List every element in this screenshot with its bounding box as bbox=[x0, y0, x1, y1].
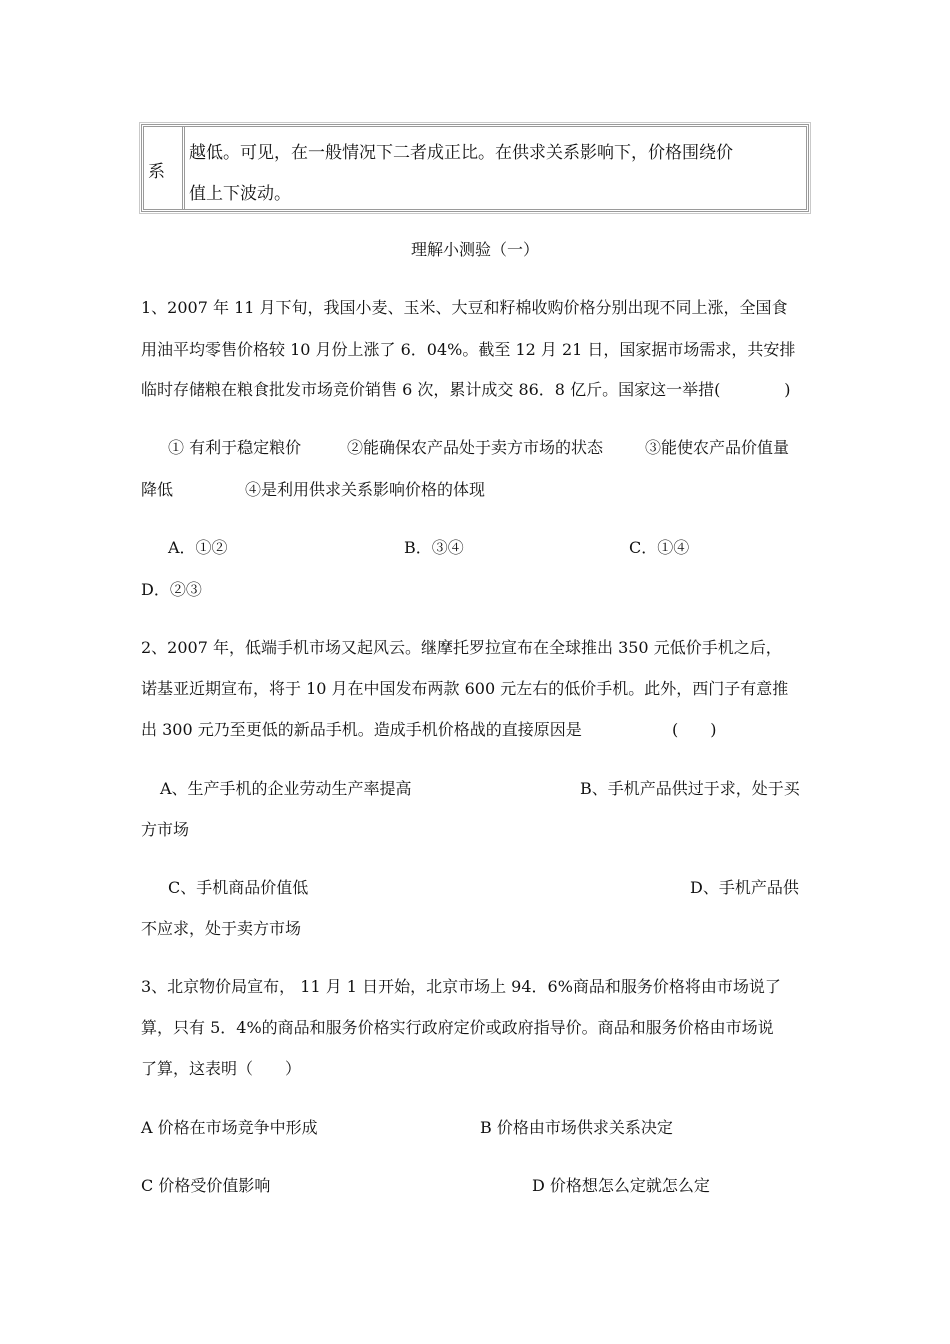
summary-table-fragment bbox=[141, 124, 809, 212]
table-left-cell-text: 系 bbox=[148, 162, 165, 182]
q2-stem-line: 诺基亚近期宣布，将于 10 月在中国发布两款 600 元左右的低价手机。此外，西门子有意推 bbox=[141, 679, 789, 698]
q2-answer-paren: ( ) bbox=[672, 720, 717, 739]
q3-option-d: D 价格想怎么定就怎么定 bbox=[532, 1176, 710, 1195]
q3-option-a: A 价格在市场竞争中形成 bbox=[141, 1118, 318, 1137]
table-text-line: 值上下波动。 bbox=[189, 184, 291, 204]
q1-statement-1: ① 有利于稳定粮价 bbox=[168, 438, 302, 457]
q3-option-c: C 价格受价值影响 bbox=[141, 1176, 271, 1195]
table-text-line: 越低。可见，在一般情况下二者成正比。在供求关系影响下，价格围绕价 bbox=[189, 143, 733, 163]
q2-option-c: C、手机商品价值低 bbox=[168, 878, 309, 897]
q1-stem-line: 用油平均零售价格较 10 月份上涨了 6．04%。截至 12 月 21 日，国家据市场需求，共安排 bbox=[141, 340, 796, 359]
q1-option-d: D．②③ bbox=[141, 580, 202, 599]
q1-stem-line: 1、2007 年 11 月下旬，我国小麦、玉米、大豆和籽棉收购价格分别出现不同上涨，全国食 bbox=[141, 298, 788, 317]
q1-option-a: A．①② bbox=[168, 538, 228, 557]
q1-option-b: B．③④ bbox=[404, 538, 464, 557]
q2-option-b-cont: 方市场 bbox=[141, 820, 190, 839]
q1-statement-2: ②能确保农产品处于卖方市场的状态 bbox=[347, 438, 604, 457]
q1-statement-4: ④是利用供求关系影响价格的体现 bbox=[245, 480, 486, 499]
q1-statement-3-cont: 降低 bbox=[141, 480, 174, 499]
section-title: 理解小测验（一） bbox=[410, 240, 539, 259]
q2-stem-line: 2、2007 年，低端手机市场又起风云。继摩托罗拉宣布在全球推出 350 元低价手机之后， bbox=[141, 638, 782, 657]
q2-option-d-cont: 不应求，处于卖方市场 bbox=[141, 919, 302, 938]
q2-stem-line: 出 300 元乃至更低的新品手机。造成手机价格战的直接原因是 bbox=[141, 720, 582, 739]
table-right-cell bbox=[189, 133, 800, 215]
q2-option-a: A、生产手机的企业劳动生产率提高 bbox=[160, 779, 412, 798]
q1-option-c: C．①④ bbox=[629, 538, 690, 557]
q2-option-b: B、手机产品供过于求，处于买 bbox=[580, 779, 800, 798]
q3-stem-line: 算，只有 5．4%的商品和服务价格实行政府定价或政府指导价。商品和服务价格由市场说 bbox=[141, 1018, 774, 1037]
q3-stem-line: 3、北京物价局宣布， 11 月 1 日开始，北京市场上 94．6%商品和服务价格将由市场说了 bbox=[141, 977, 781, 996]
table-left-cell bbox=[144, 127, 185, 209]
q3-stem-line: 了算，这表明（ ） bbox=[141, 1059, 302, 1078]
q3-option-b: B 价格由市场供求关系决定 bbox=[480, 1118, 673, 1137]
q2-option-d: D、手机产品供 bbox=[690, 878, 799, 897]
q1-statement-3: ③能使农产品价值量 bbox=[645, 438, 790, 457]
q1-stem-line: 临时存储粮在粮食批发市场竞价销售 6 次，累计成交 86．8 亿斤。国家这一举措( ) bbox=[141, 380, 791, 399]
